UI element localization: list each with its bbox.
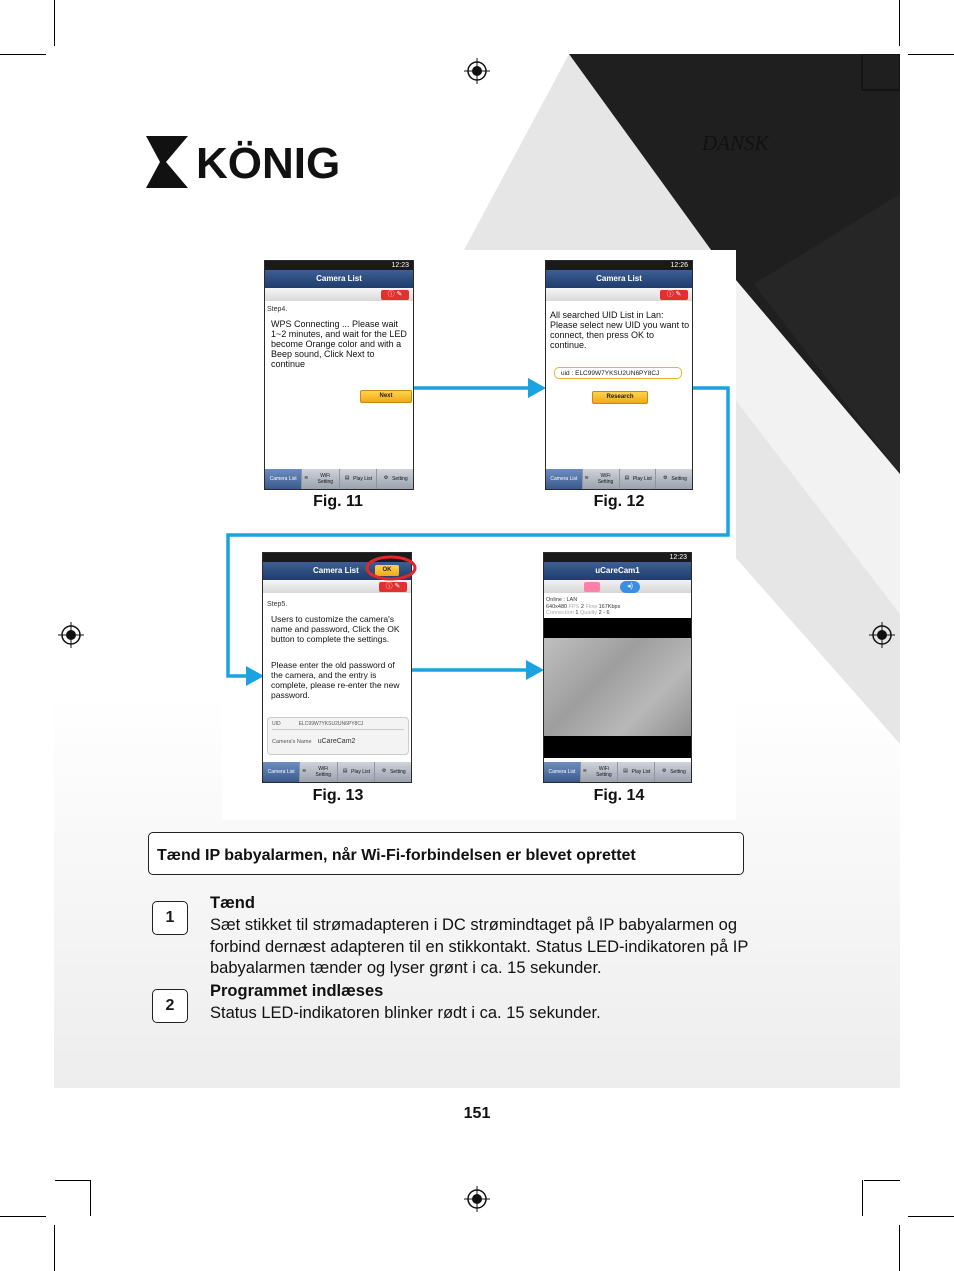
- app-nav-bar: [265, 469, 413, 489]
- nav-setting: [654, 762, 691, 782]
- wifi-icon: ≋: [584, 475, 589, 481]
- figure-caption: Fig. 12: [593, 493, 645, 510]
- help-button: ⓘ ✎: [381, 290, 409, 300]
- wifi-icon: ≋: [582, 768, 587, 774]
- film-icon: ▤: [342, 768, 348, 774]
- nav-label: Camera List: [550, 476, 578, 482]
- nav-label: Play List: [631, 769, 651, 775]
- video-frame: [544, 618, 691, 758]
- nav-wifi-setting: [299, 762, 336, 782]
- screen-title: Camera List: [265, 270, 413, 288]
- nav-setting: [376, 469, 413, 489]
- nav-play-list: [339, 469, 376, 489]
- help-button: ⓘ ✎: [379, 582, 407, 592]
- nav-camera-list: [546, 469, 582, 489]
- nav-label: Camera List: [269, 476, 297, 482]
- section-title: Tænd IP babyalarmen, når Wi-Fi-forbindelsen er blevet oprettet: [157, 847, 636, 864]
- uid-value: ELC99W7YKSU2UN6PY8CJ: [575, 370, 660, 377]
- nav-label: WiFi Setting: [596, 766, 612, 778]
- uid-label: uid :: [561, 370, 574, 377]
- speaker-icon: ◂): [620, 581, 640, 593]
- registration-mark-icon: [464, 1186, 490, 1212]
- instruction-text: Please enter the old password of the camera, and the entry is complete, please re-enter the new password.: [271, 660, 400, 700]
- next-button: Next: [360, 390, 412, 403]
- connections: 1: [575, 610, 579, 616]
- nav-label: Camera List: [548, 769, 576, 775]
- nav-label: Camera List: [267, 769, 295, 775]
- step-number: 1: [152, 901, 188, 935]
- uid-option: [554, 367, 682, 379]
- crop-mark: [90, 1180, 91, 1216]
- page-number: 151: [463, 1105, 491, 1122]
- figure-caption: Fig. 14: [593, 787, 645, 804]
- film-icon: ▤: [624, 475, 630, 481]
- stream-info: 640x480 FPS 2 Flow 167Kbps: [546, 604, 621, 610]
- section-heading-box: [148, 832, 744, 875]
- film-icon: ▤: [344, 475, 350, 481]
- uid-value: ELC99W7YKSU2UN6PY8CJ: [298, 721, 364, 727]
- nav-label: WiFi Setting: [597, 473, 614, 485]
- gear-icon: ⚙: [381, 768, 387, 774]
- nav-label: Setting: [390, 769, 406, 775]
- instruction-text: Users to customize the camera's name and password, Click the OK button to complete the settings.: [271, 614, 400, 644]
- uid-row: [272, 721, 404, 730]
- nav-wifi-setting: [580, 762, 617, 782]
- status-time: 12:23: [669, 554, 687, 561]
- nav-play-list: [617, 762, 654, 782]
- help-button: ⓘ ✎: [660, 290, 688, 300]
- nav-camera-list: [263, 762, 299, 782]
- nav-camera-list: [265, 469, 301, 489]
- nav-wifi-setting: [582, 469, 619, 489]
- bitrate: 167Kbps: [598, 604, 621, 610]
- wifi-icon: ≋: [302, 768, 307, 774]
- crop-mark: [55, 1180, 91, 1181]
- gear-icon: ⚙: [663, 475, 668, 481]
- crop-mark: [899, 1225, 900, 1271]
- screen-title: uCareCam1: [544, 562, 691, 580]
- nav-label: Play List: [353, 476, 373, 482]
- screenshot-fig-12: [545, 260, 693, 490]
- step-label: Step4.: [267, 306, 288, 313]
- status-bar: [546, 261, 692, 270]
- crop-mark: [862, 1180, 863, 1216]
- nav-setting: [374, 762, 411, 782]
- camera-view: [544, 638, 691, 736]
- language-label: DANSK: [702, 131, 769, 155]
- nav-play-list: [619, 469, 656, 489]
- screen-title: Camera List: [546, 270, 692, 288]
- instruction-text: All searched UID List in Lan: Please select new UID you want to connect, then press OK to continue.: [550, 310, 690, 350]
- snapshot-icon: [584, 582, 600, 592]
- status-bar: [265, 261, 413, 270]
- crop-mark: [0, 1216, 46, 1217]
- app-nav-bar: [544, 762, 691, 782]
- step-body: Sæt stikket til strømadapteren i DC strømindtaget på IP babyalarmen og forbind dernæst adapteren til en stikkontakt. Status LED-indikatoren på IP babyalarmen tænder og lyser grønt i ca. 15 sekunder.: [210, 916, 749, 977]
- crop-mark: [54, 1225, 55, 1271]
- nav-camera-list: [544, 762, 580, 782]
- wifi-icon: ≋: [304, 475, 309, 481]
- app-nav-bar: [263, 762, 411, 782]
- figure-caption: Fig. 13: [312, 787, 364, 804]
- online-status: Online : LAN: [546, 597, 578, 603]
- nav-wifi-setting: [301, 469, 338, 489]
- step-number: 2: [152, 989, 188, 1023]
- resolution: 640x480: [546, 604, 568, 610]
- nav-setting: [655, 469, 692, 489]
- status-bar: [544, 553, 691, 562]
- highlight-circle: [364, 554, 418, 582]
- toolbar-strip: [544, 580, 691, 593]
- step-heading: Programmet indlæses: [210, 982, 384, 1000]
- nav-label: Setting: [671, 476, 687, 482]
- name-value: uCareCam2: [317, 738, 356, 745]
- settings-form: [267, 717, 409, 755]
- uid-label: UID: [272, 721, 281, 727]
- fps: 2: [580, 604, 584, 610]
- ok-button: OK: [375, 565, 399, 576]
- step-label: Step5.: [267, 601, 288, 608]
- figure-caption: Fig. 11: [313, 493, 363, 510]
- app-nav-bar: [546, 469, 692, 489]
- research-button: Research: [592, 391, 648, 404]
- step-heading: Tænd: [210, 894, 255, 912]
- screen-title: Camera List: [263, 562, 411, 580]
- screenshot-fig-13: [262, 552, 412, 783]
- gear-icon: ⚙: [383, 475, 389, 481]
- nav-label: WiFi Setting: [315, 766, 332, 778]
- connection-info: Connection 1 Quality 2 - 6: [546, 610, 610, 616]
- instruction-text: WPS Connecting ... Please wait 1~2 minutes, and wait for the LED become Orange color and with a Beep sound, Click Next to continue: [271, 319, 407, 369]
- name-label: Camera's Name: [272, 739, 312, 745]
- step-body: Status LED-indikatoren blinker rødt i ca. 15 sekunder.: [210, 1004, 601, 1022]
- nav-label: WiFi Setting: [317, 473, 334, 485]
- svg-text:KÖNIG: KÖNIG: [196, 139, 341, 188]
- nav-label: Setting: [670, 769, 686, 775]
- screenshot-fig-11: [264, 260, 414, 490]
- nav-label: Play List: [351, 769, 371, 775]
- crop-mark: [864, 1180, 900, 1181]
- screenshot-fig-14: [543, 552, 692, 783]
- status-time: 12:23: [391, 262, 409, 269]
- film-icon: ▤: [623, 768, 628, 774]
- quality: 2 - 6: [598, 610, 610, 616]
- gear-icon: ⚙: [661, 768, 667, 774]
- camera-name-row: [272, 738, 404, 745]
- nav-label: Setting: [392, 476, 408, 482]
- crop-mark: [908, 1216, 954, 1217]
- status-time: 12:26: [670, 262, 688, 269]
- nav-play-list: [337, 762, 374, 782]
- nav-label: Play List: [632, 476, 652, 482]
